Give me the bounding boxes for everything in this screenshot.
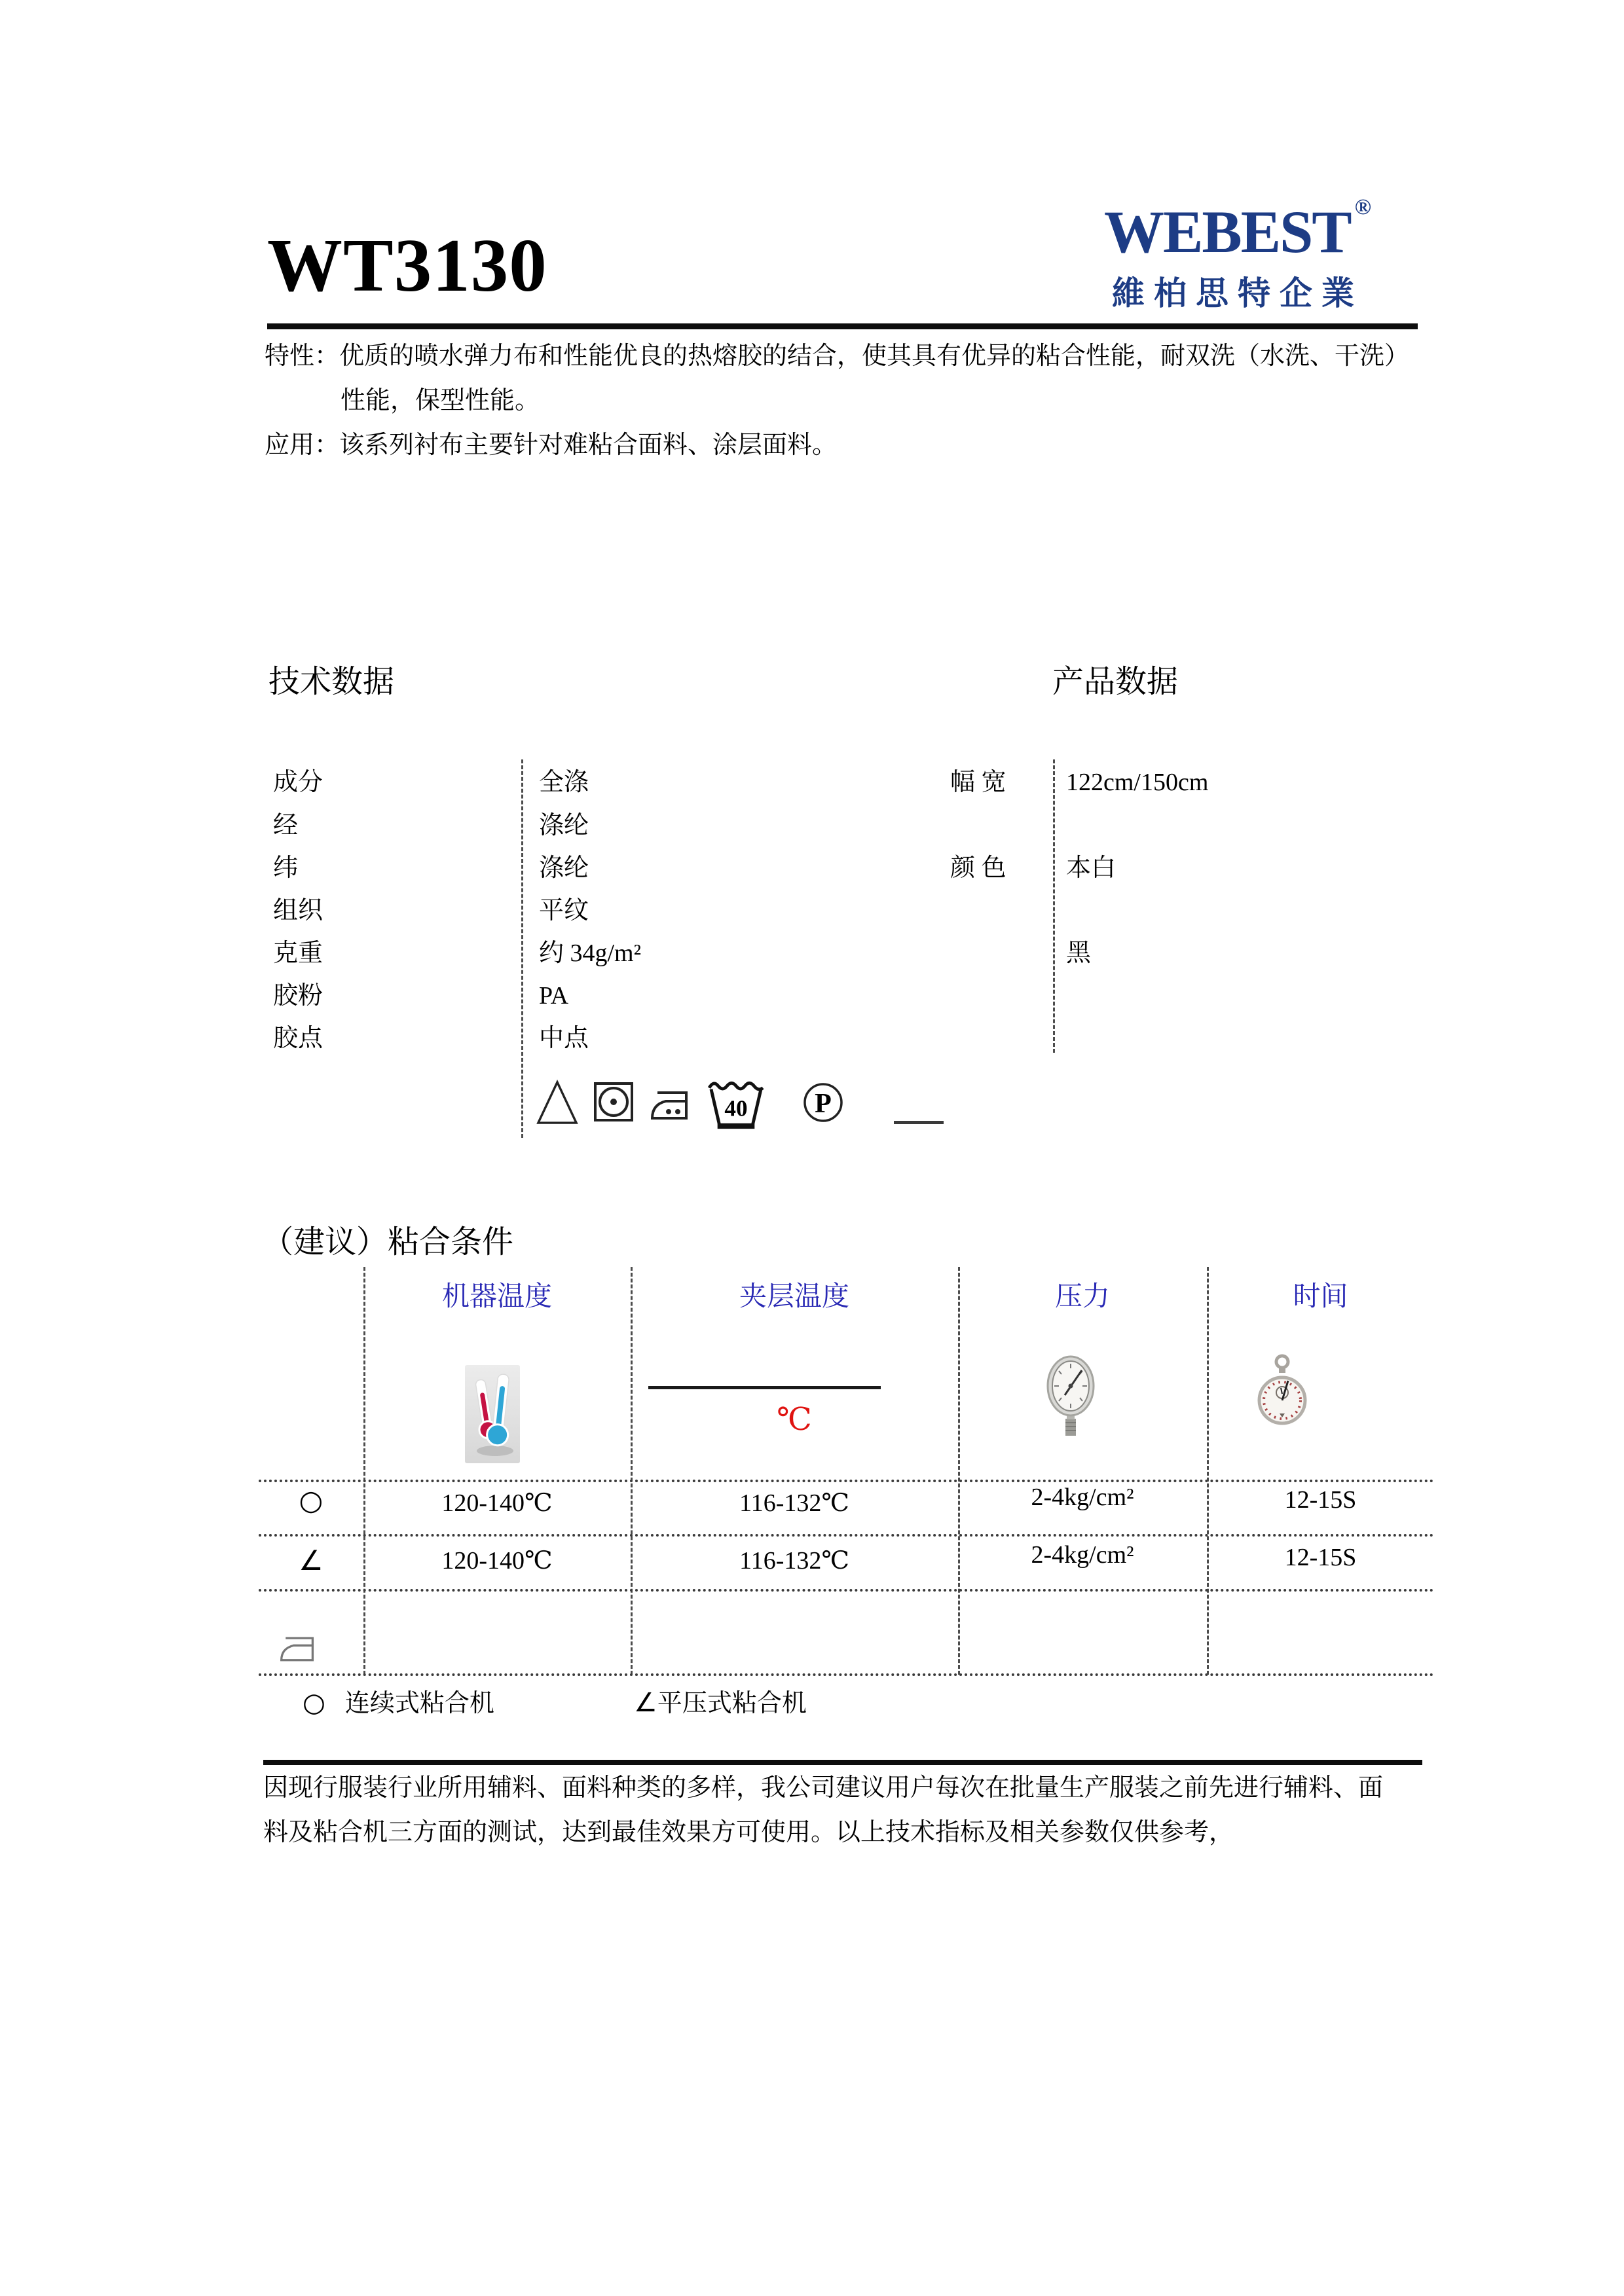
feature-line-2: 性能，保型性能。 xyxy=(341,387,540,414)
pressure-value: 2-4kg/cm² xyxy=(1031,1541,1134,1569)
wash-40-icon xyxy=(706,1077,766,1131)
tech-row-label: 纬 xyxy=(273,854,299,882)
product-color-label: 颜 色 xyxy=(950,854,1006,882)
bleach-triangle-icon xyxy=(536,1079,578,1126)
page-title: WT3130 xyxy=(267,224,547,307)
footer-line-2: 料及粘合机三方面的测试，达到最佳效果方可使用。以上技术指标及相关参数仅供参考， xyxy=(263,1819,1234,1846)
dry-clean-p-icon xyxy=(802,1082,844,1123)
care-line-icon xyxy=(894,1121,944,1124)
time-value: 12-15S xyxy=(1284,1544,1357,1571)
iron-two-dots-icon xyxy=(648,1087,694,1123)
logo-brand-text xyxy=(1087,195,1388,265)
thermometer-icon xyxy=(465,1365,520,1463)
product-color-value: 黑 xyxy=(1066,939,1092,967)
logo-company-name: 維柏思特企業 xyxy=(1112,275,1363,312)
bonding-row-divider xyxy=(259,1480,1434,1482)
dry-clean-letter: P xyxy=(815,1089,832,1119)
iron-machine-icon xyxy=(278,1632,316,1665)
stopwatch-icon xyxy=(1257,1353,1307,1432)
tech-row-label: 组织 xyxy=(273,897,323,924)
interlayer-temp-value: 116-132℃ xyxy=(739,1547,849,1575)
circle-symbol: ○ xyxy=(303,1688,325,1718)
time-value: 12-15S xyxy=(1284,1486,1357,1514)
registered-mark: ® xyxy=(1354,195,1372,219)
angle-symbol: ∠ xyxy=(634,1688,657,1718)
bonding-col-header: 夹层温度 xyxy=(739,1282,849,1312)
machine-type-symbol: ∠ xyxy=(299,1544,323,1576)
tech-row-value: 约 34g/m² xyxy=(539,939,642,967)
tech-row-label: 克重 xyxy=(273,939,323,967)
legend-label: 连续式粘合机 xyxy=(344,1690,494,1717)
bonding-table xyxy=(259,1267,1434,1676)
tech-row-value: 涤纶 xyxy=(539,854,589,882)
tech-row-label: 经 xyxy=(273,812,299,839)
tech-row-value: PA xyxy=(539,982,569,1010)
legend-flat-press-machine xyxy=(634,1683,807,1719)
tech-row-label: 胶点 xyxy=(273,1025,323,1052)
bonding-col-divider xyxy=(958,1267,960,1675)
tech-row-value: 涤纶 xyxy=(539,812,589,839)
tech-row-value: 中点 xyxy=(539,1025,589,1052)
interlayer-temp-line xyxy=(648,1386,881,1389)
footer-line-1: 因现行服装行业所用辅料、面料种类的多样，我公司建议用户每次在批量生产服装之前先进行辅料、面 xyxy=(263,1774,1384,1802)
bonding-row-divider xyxy=(259,1589,1434,1592)
bonding-col-divider xyxy=(363,1267,365,1675)
product-table-divider xyxy=(1053,759,1055,1053)
machine-temp-value: 120-140℃ xyxy=(441,1489,553,1517)
pressure-value: 2-4kg/cm² xyxy=(1031,1484,1134,1511)
product-width-value: 122cm/150cm xyxy=(1066,769,1209,796)
bonding-col-header: 时间 xyxy=(1293,1282,1348,1312)
bonding-conditions-heading: （建议）粘合条件 xyxy=(262,1225,514,1260)
bonding-col-divider xyxy=(631,1267,633,1675)
machine-temp-value: 120-140℃ xyxy=(441,1547,553,1575)
product-width-label: 幅 宽 xyxy=(950,769,1006,796)
tech-row-value: 平纹 xyxy=(539,897,589,924)
tech-row-value: 全涤 xyxy=(539,769,589,796)
tech-row-label: 胶粉 xyxy=(273,982,323,1010)
product-data-heading: 产品数据 xyxy=(1052,665,1179,699)
tech-row-label: 成分 xyxy=(273,769,323,796)
legend-label: 平压式粘合机 xyxy=(657,1690,807,1717)
header-divider xyxy=(267,323,1418,329)
tech-table-divider xyxy=(521,759,523,1138)
product-color-value: 本白 xyxy=(1066,854,1116,882)
bonding-col-header: 压力 xyxy=(1054,1282,1110,1312)
celsius-unit: ℃ xyxy=(777,1402,812,1437)
interlayer-temp-value: 116-132℃ xyxy=(739,1489,849,1517)
application-line: 应用：该系列衬布主要针对难粘合面料、涂层面料。 xyxy=(265,431,838,459)
pressure-gauge-icon xyxy=(1045,1353,1096,1438)
tech-data-heading: 技术数据 xyxy=(268,665,395,699)
footer-divider xyxy=(263,1760,1422,1765)
bonding-row-divider xyxy=(259,1534,1434,1537)
tumble-dry-low-icon xyxy=(593,1082,634,1122)
wash-temperature: 40 xyxy=(724,1095,748,1121)
bonding-col-header: 机器温度 xyxy=(441,1282,552,1312)
bonding-col-divider xyxy=(1207,1267,1209,1675)
legend-continuous-machine xyxy=(303,1683,494,1719)
company-logo xyxy=(1087,196,1388,314)
feature-line-1: 特性：优质的喷水弹力布和性能优良的热熔胶的结合，使其具有优异的粘合性能，耐双洗（水洗、干洗） xyxy=(265,342,1410,370)
bonding-table-bottom-border xyxy=(259,1673,1434,1676)
logo-brand: WEBEST xyxy=(1103,198,1351,265)
machine-type-symbol: ○ xyxy=(299,1484,323,1516)
